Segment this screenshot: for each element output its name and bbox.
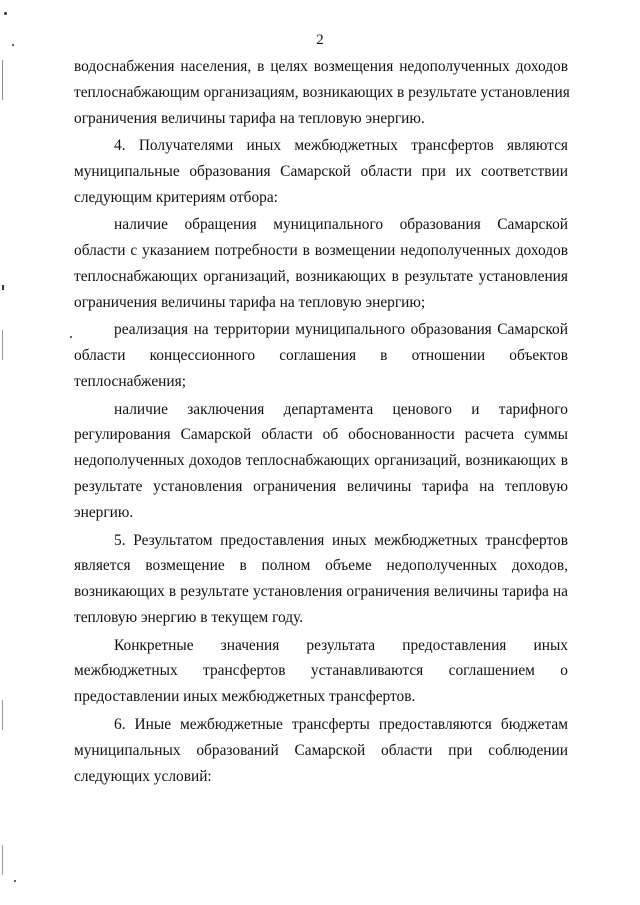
text-line: теплоснабжающим организациям, возникающих в результате установления (74, 83, 570, 101)
text-line: результате установления ограничения величины тарифа на тепловую (74, 478, 568, 496)
text-line: муниципальные образования Самарской области при их соответствии (74, 163, 568, 181)
text-line: является возмещение в полном объеме недополученных доходов, (74, 557, 568, 575)
paragraph (74, 633, 568, 711)
text-line: области с указанием потребности в возмещении недополученных доходов (74, 242, 568, 260)
text-line: тепловую энергию в текущем году. (74, 609, 304, 627)
text-line: регулирования Самарской области об обоснованности расчета суммы (74, 426, 568, 444)
document-body (74, 54, 568, 789)
text-line: области концессионного соглашения в отношении объектов (74, 347, 568, 365)
paragraph (74, 317, 568, 395)
text-line: недополученных доходов теплоснабжающих организаций, возникающих в (74, 452, 568, 470)
scan-artifact (2, 60, 3, 100)
text-line: 4. Получателями иных межбюджетных трансфертов являются (114, 137, 568, 155)
text-line: ограничения величины тарифа на тепловую энергию. (74, 109, 425, 127)
text-line: теплоснабжающих организаций, возникающих в результате установления (74, 268, 568, 286)
text-line: 6. Иные межбюджетные трансферты предоставляются бюджетам (114, 715, 568, 733)
text-line: межбюджетных трансфертов устанавливаются соглашением о (74, 662, 568, 680)
text-line: Конкретные значения результата предоставления иных (114, 636, 568, 654)
paragraph (74, 133, 568, 211)
text-line: 5. Результатом предоставления иных межбюджетных трансфертов (114, 531, 568, 549)
scan-artifact (2, 285, 4, 290)
text-line: наличие обращения муниципального образования Самарской (114, 216, 568, 234)
scan-artifact (14, 880, 16, 882)
text-line: реализация на территории муниципального образования Самарской (114, 321, 568, 339)
paragraph (74, 212, 568, 316)
paragraph (74, 54, 568, 132)
text-line: следующих условий: (74, 767, 212, 785)
text-line: предоставлении иных межбюджетных трансфертов. (74, 688, 416, 706)
text-line: муниципальных образований Самарской области при соблюдении (74, 741, 568, 759)
text-line: наличие заключения департамента ценового и тарифного (114, 400, 568, 418)
text-line: водоснабжения населения, в целях возмещения недополученных доходов (74, 58, 568, 75)
scan-artifact (2, 845, 3, 875)
scan-artifact (2, 700, 3, 730)
paragraph (74, 712, 568, 790)
scan-artifact (4, 12, 7, 15)
text-line: теплоснабжения; (74, 373, 186, 391)
paragraph (74, 528, 568, 632)
page-number: 2 (316, 32, 324, 48)
text-line: возникающих в результате установления ограничения величины тарифа на (74, 583, 568, 601)
scan-artifact (2, 330, 3, 360)
text-line: энергию. (74, 504, 134, 522)
text-line: ограничения величины тарифа на тепловую энергию; (74, 294, 426, 312)
paragraph (74, 397, 568, 526)
scan-artifact (70, 336, 72, 338)
text-line: следующим критериям отбора: (74, 188, 278, 206)
